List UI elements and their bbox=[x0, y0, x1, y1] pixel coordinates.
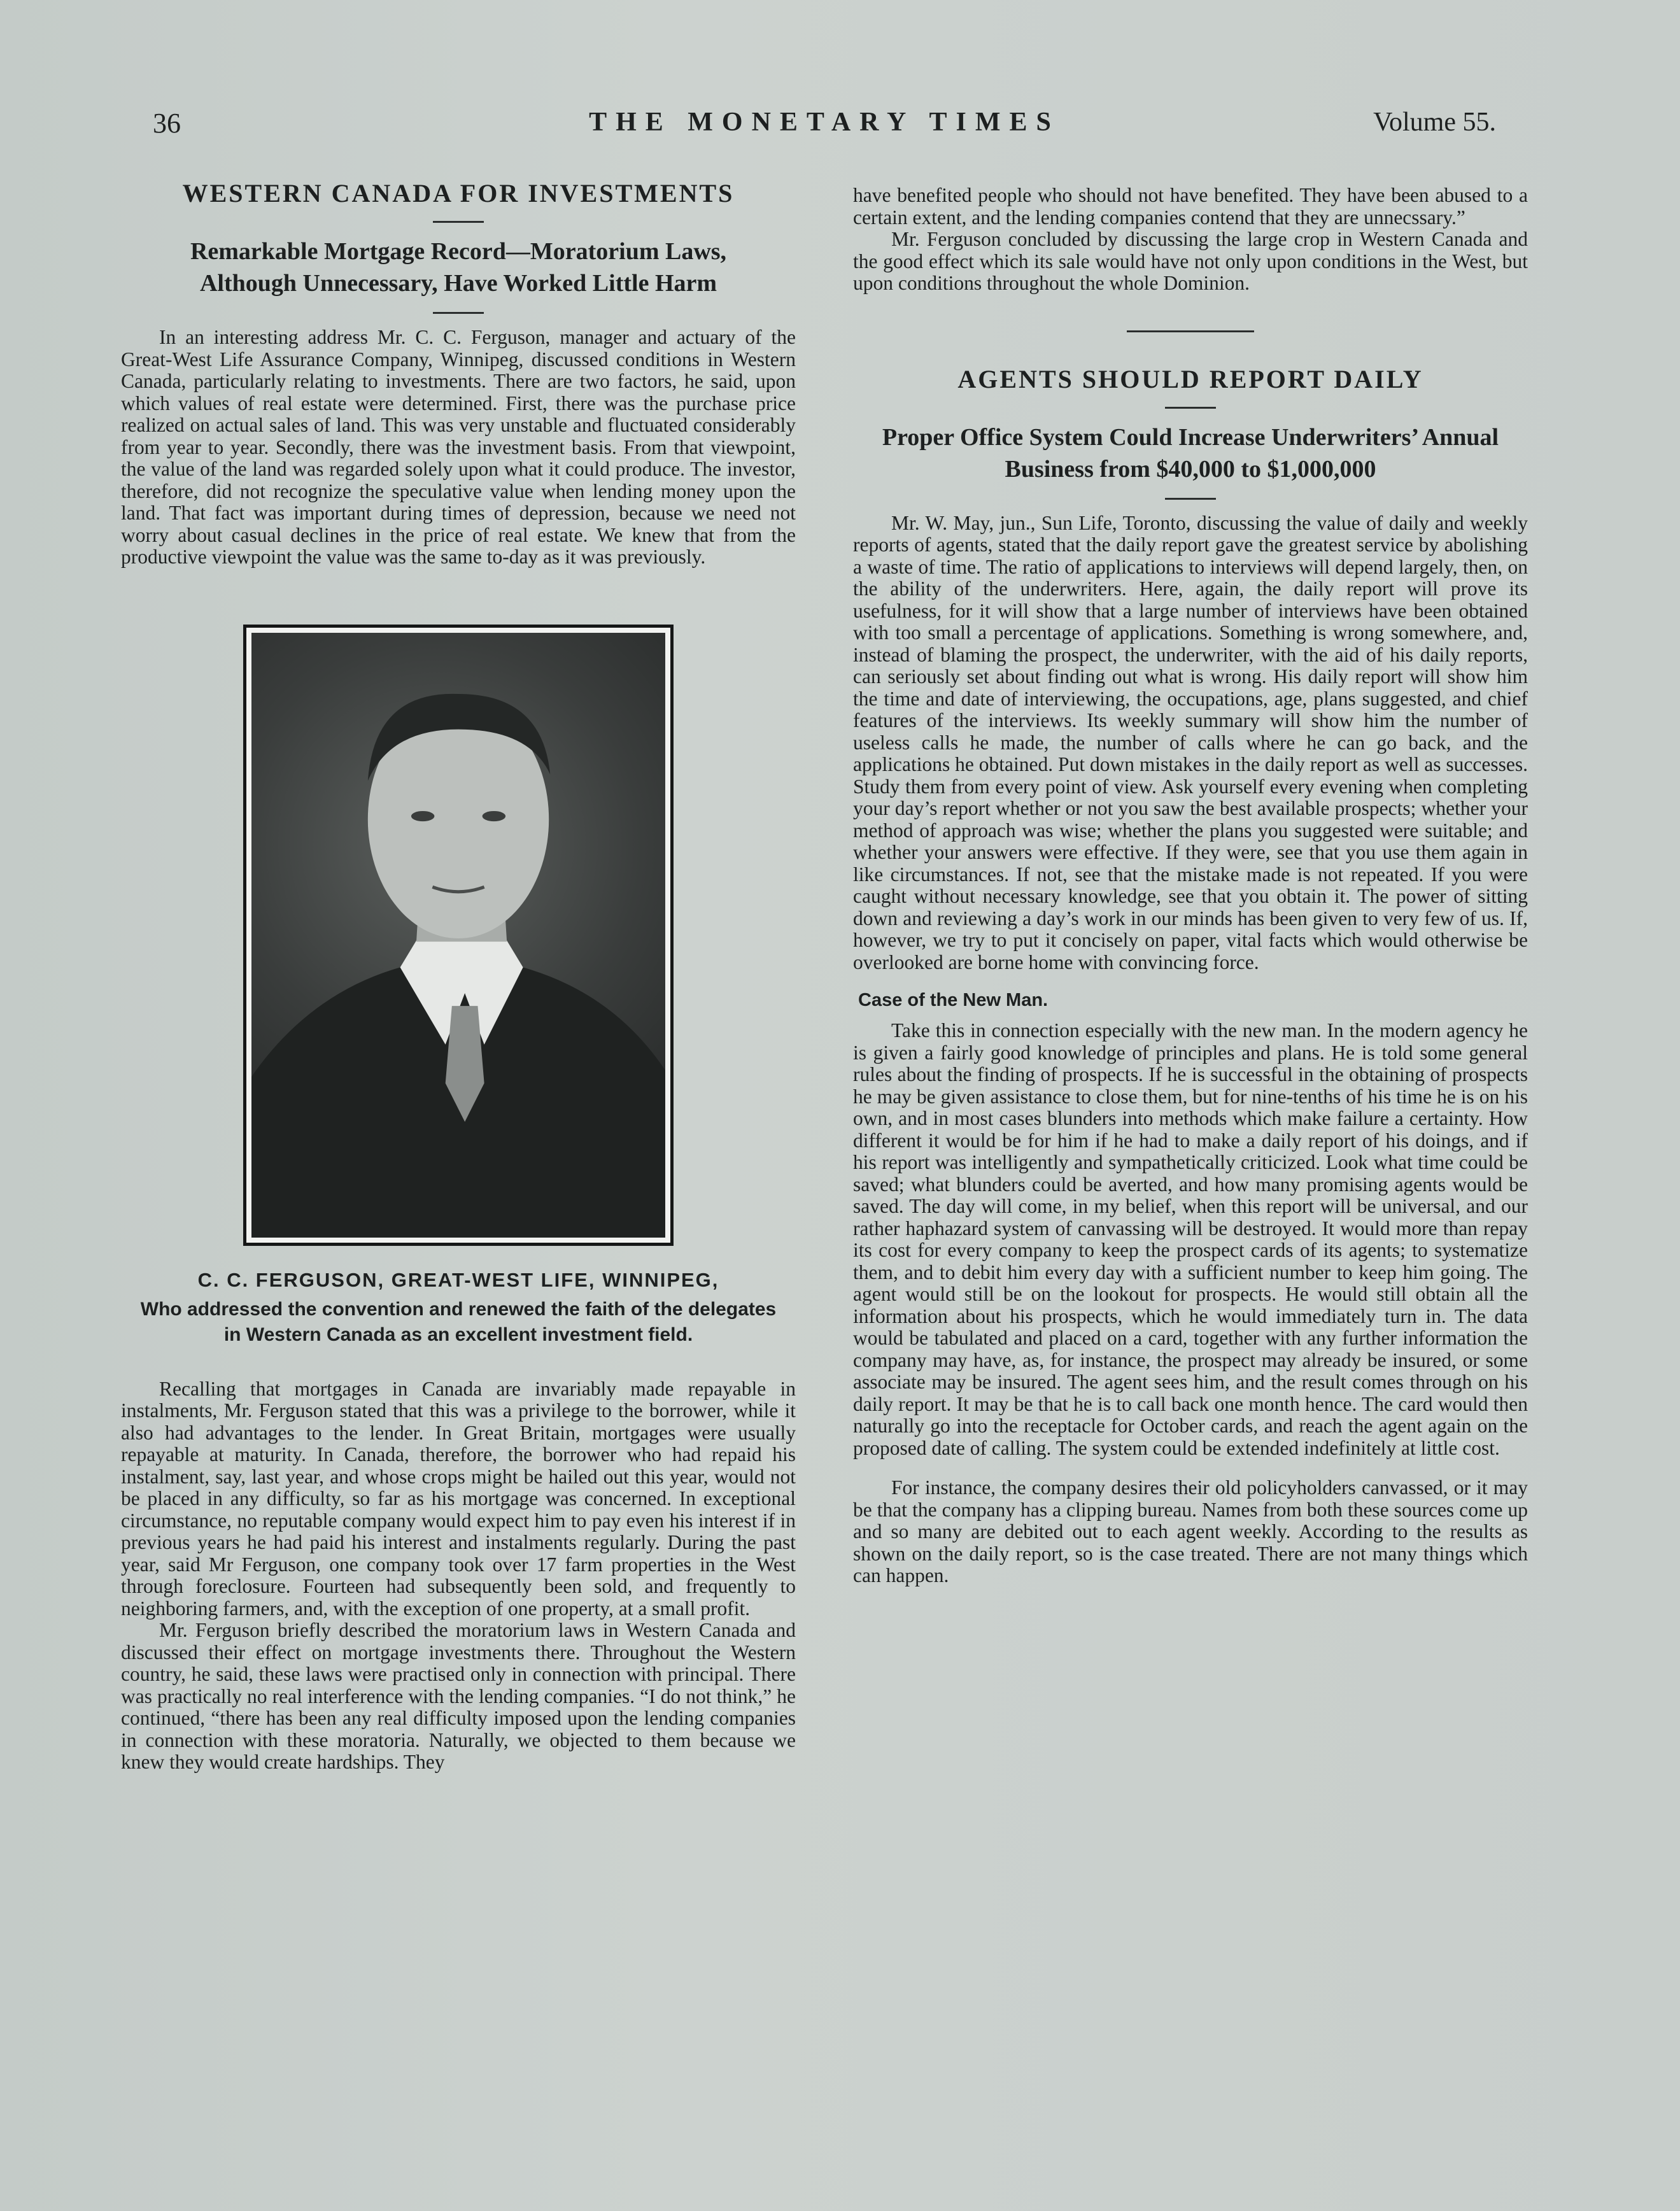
paragraph: Mr. Ferguson briefly described the moratorium laws in Western Canada and discussed their effect on mortgage investments there. Throughout the Western country, he said, these laws were practised only in connection with principal. There was practically no real interference with the lending companies. “I do not think,” he continued, “there has been any real difficulty imposed upon the lending companies in connection with these moratoria. Naturally, we objected to them because we knew they would create hardships. They bbox=[121, 1619, 796, 1773]
paragraph: have benefited people who should not have benefited. They have been abused to a certain extent, and the lending companies contend that they are unnecssary.” bbox=[853, 184, 1528, 229]
caption-description: Who addressed the convention and renewed the faith of the delegates in Western Canada as an excellent investment field. bbox=[140, 1298, 777, 1345]
right-column bbox=[853, 185, 1528, 1587]
title-divider bbox=[433, 221, 484, 223]
paragraph: Mr. W. May, jun., Sun Life, Toronto, discussing the value of daily and weekly reports of agents, stated that the daily report gave the greatest service by abolishing a waste of time. The ratio of applications to interviews will depend largely, then, on the ability of the underwriters. Here, again, the daily report will prove its usefulness, for it will show that a large number of interviews have been obtained with too small a percentage of applications. Something is wrong somewhere, and, instead of blaming the prospect, the underwriter, with the aid of his daily reports, can seriously set about finding out what is wrong. His daily report will show him the time and date of interviewing, the occupations, age, plans suggested, and chief features of the interviews. Its weekly summary will show him the number of useless calls he made, the number of calls where he can go back, and the applications he obtained. Put down mistakes in the daily report as well as successes. Study them from every point of view. Ask yourself every evening when completing your day’s report whether or not you saw the best available prospects; whether your method of approach was wise; whether the plans you suggested were suitable; and whether your answers were effective. If they were, see that you use them again in like circumstances. If not, see that the mistake made is not repeated. If you were caught without necessary knowledge, see that you obtain it. The power of sitting down and reviewing a day’s work in our minds has been given to very few of us. If, however, we try to put it concisely on paper, vital facts which would otherwise be overlooked are borne home with convincing force. bbox=[853, 511, 1528, 973]
title-divider bbox=[1165, 407, 1216, 409]
paragraph: In an interesting address Mr. C. C. Ferguson, manager and actuary of the Great-West Life Assurance Company, Winnipeg, discussed conditions in Western Canada, particularly relating to investments. There are two factors, he said, upon which values of real estate were determined. First, there was the purchase price realized on actual sales of land. This was very unstable and fluctuated considerably from year to year. Secondly, there was the investment basis. From that viewpoint, the value of the land was regarded solely upon what it could produce. The investor, therefore, did not recognize the speculative value when lending money upon the land. That fact was important during times of depression, because we need not worry about casual declines in the price of real estate. We knew that from the productive viewpoint the value was the same to-day as it was previously. bbox=[121, 326, 796, 568]
section-subhead: Case of the New Man. bbox=[858, 990, 1048, 1010]
article-subtitle: Proper Office System Could Increase Underwriters’ Annual Business from $40,000 to $1,000,000 bbox=[882, 423, 1499, 483]
photo-caption bbox=[121, 1269, 796, 1348]
caption-name: C. C. FERGUSON, GREAT-WEST LIFE, WINNIPEG, bbox=[197, 1268, 719, 1291]
masthead: THE MONETARY TIMES bbox=[589, 108, 1060, 137]
paragraph: Mr. Ferguson concluded by discussing the large crop in Western Canada and the good effect which its sale would have not only upon conditions in the West, but upon conditions throughout the whole Dominion. bbox=[853, 228, 1528, 294]
page-number: 36 bbox=[153, 108, 181, 139]
portrait-image bbox=[251, 633, 665, 1238]
page-header bbox=[153, 107, 1496, 145]
article-subtitle: Remarkable Mortgage Record—Moratorium Laws, Although Unnecessary, Have Worked Little Harm bbox=[190, 238, 727, 297]
left-column bbox=[121, 178, 796, 1774]
paragraph: For instance, the company desires their old policyholders canvassed, or it may be that the company has a clipping bureau. Names from both these sources come up and so many are debited out to each agent weekly. According to the results as shown on the daily report, so is the case treated. There are not many things which can happen. bbox=[853, 1476, 1528, 1586]
paragraph: Recalling that mortgages in Canada are invariably made repayable in instalments, Mr. Ferguson stated that this was a privilege to the borrower, while it also had advantages to the lender. In Great Britain, mortgages were usually repayable at maturity. In Canada, therefore, the borrower who had repaid his instalment, say, last year, and whose crops might be hailed out this year, would not be placed in any difficulty, so far as his mortgage was concerned. In exceptional circumstance, no reputable company would expect him to pay even his interest if in previous years he had paid his interest and instalments regularly. During the past year, said Mr Ferguson, one company took over 17 farm properties in the West through foreclosure. Fourteen had subsequently been sold, and frequently to neighboring farmers, and, with the exception of one property, at a small profit. bbox=[121, 1377, 796, 1620]
subtitle-divider bbox=[433, 312, 484, 314]
paragraph: Take this in connection especially with the new man. In the modern agency he is given a fairly good knowledge of principles and plans. He is told some general rules about the finding of prospects. If he is successful in the obtaining of prospects he may be given assistance to close them, but for nine-tenths of his time he is on his own, and in most cases blunders into methods which make failure a certainty. How different it would be for him if he had to make a daily report of his doings, and if his report was intelligently and sympathetically criticized. Look what time could be saved; what blunders could be averted, and how many promising agents would be saved. The day will come, in my belief, when this report will be universal, and our rather haphazard system of canvassing will be destroyed. It would more than repay its cost for every company to keep the prospect cards of its agents; to systematize them, and to debit him every day with a sufficient number to keep him going. The agent would still be on the lookout for prospects. He would still obtain all the information about his prospects, which he would immediately turn in. The data would be tabulated and placed on a card, together with any further information the company may have, as, for instance, the prospect may already be insured, or some associate may be insured. The agent sees him, and the result comes through on his daily report. It may be that he is to call back one month hence. The card would then naturally go into the receptacle for October cards, and reach the agent again on the proposed date of calling. The system could be extended indefinitely at little cost. bbox=[853, 1019, 1528, 1459]
portrait-illustration bbox=[251, 633, 665, 1238]
portrait-photo bbox=[243, 625, 674, 1246]
subtitle-divider bbox=[1165, 498, 1216, 500]
article-title: WESTERN CANADA FOR INVESTMENTS bbox=[182, 179, 735, 208]
article-title: AGENTS SHOULD REPORT DAILY bbox=[957, 364, 1423, 393]
volume-label: Volume 55. bbox=[1373, 108, 1496, 137]
